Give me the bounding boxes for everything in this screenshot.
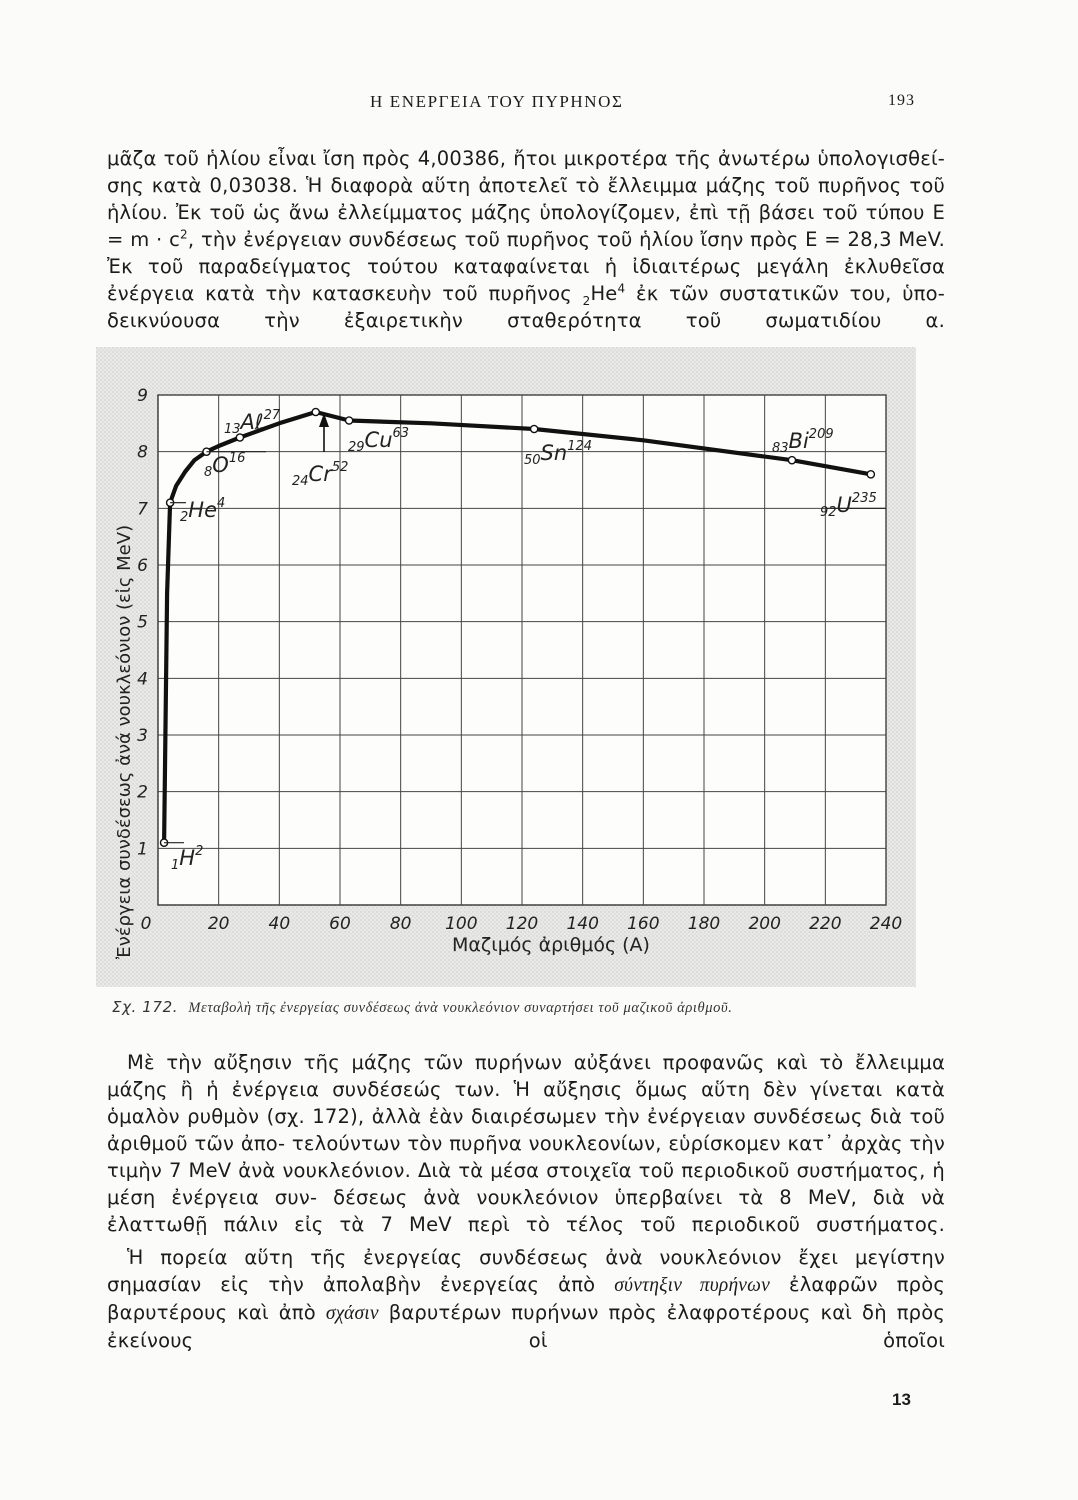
x-tick-label: 80 [389,914,412,934]
data-point [867,471,874,478]
x-tick-label: 120 [505,914,539,934]
y-tick-label: 6 [137,556,148,576]
binding-energy-chart [96,347,916,987]
p1-sup2: 4 [617,281,626,296]
y-tick-label: 7 [137,499,148,520]
y-tick-label: 8 [137,442,148,463]
nuclide-label: 2He$^4$ [180,496,226,525]
nuclide-label: 50Sn$^{124}$ [524,439,593,468]
chart-grid [158,395,886,905]
page-header [0,92,1078,122]
nuclide-label: 29Cu$^{63}$ [348,426,410,455]
signature-mark: 13 [892,1390,911,1409]
y-tick-label: 2 [137,782,148,803]
x-tick-label: 100 [445,914,478,934]
y-tick-label: 5 [137,612,148,633]
x-tick-label: 160 [627,914,660,934]
nuclide-label: $92U^{235}$ [820,491,877,520]
paragraph-1 [107,145,945,334]
p3-emphasis-fission: σχάσιν [325,1303,379,1324]
paragraph-2 [107,1049,945,1238]
data-point [531,425,538,432]
x-axis-label: Μαζιμός ἀριθμός (A) [452,934,650,956]
x-tick-label: 20 [207,914,230,934]
p1-text-c: ἐκ τῶν συστατικῶν του, ὑπο- δεικνύουσα τὴν ἐξαιρετικὴν σταθερότητα τοῦ σωματιδίου α. [107,282,945,332]
x-tick-label: 200 [748,914,781,934]
origin-label: 0 [140,914,152,934]
x-tick-label: 220 [809,914,842,934]
nuclide-label: $1H^2$ [171,844,204,873]
y-tick-label: 1 [137,839,148,860]
p3-text-c: βαρυτέρων πυρήνων πρὸς ἐλαφροτέρους καὶ δὴ πρὸς ἐκείνους οἱ ὁποῖοι [107,1301,946,1352]
nuclide-label: 13Aℓ$^{27}$ [224,408,281,437]
data-point [312,408,319,415]
x-tick-label: 40 [268,914,291,934]
p1-he: He [590,282,618,305]
y-tick-label: 4 [137,669,148,690]
data-point [788,457,795,464]
y-axis-label: Ἐνέργεια συνδέσεως ἀνά νουκλεόνιον (εἰς MeV) [114,524,135,960]
x-tick-label: 240 [869,914,903,934]
p1-sup: 2 [180,227,188,242]
nuclide-label: 24Cr$^{52}$ [292,460,349,489]
p3-emphasis-fusion: σύντηξιν πυρήνων [614,1275,770,1296]
caption-text: Μεταβολὴ τῆς ἐνεργείας συνδέσεως ἀνὰ νουκλεόνιον συναρτήσει τοῦ μαζικοῦ ἀριθμοῦ. [188,1000,733,1016]
x-tick-label: 140 [566,914,599,934]
figure-number: Σχ. 172. [112,998,179,1016]
paragraph-3 [107,1244,945,1354]
figure-caption [112,998,932,1017]
page-number: 193 [888,92,915,109]
p1-sub: 2 [582,293,591,308]
running-title: Η ΕΝΕΡΓΕΙΑ ΤΟΥ ΠΥΡΗΝΟΣ [370,92,624,111]
x-tick-label: 180 [687,914,721,934]
y-tick-label: 9 [137,386,148,406]
nuclide-label: 83Bi$^{209}$ [772,427,834,456]
data-point [346,417,353,424]
nuclide-label: $8O^{16}$ [204,451,246,480]
p3-text-a: Ἡ πορεία αὕτη τῆς ἐνεργείας συνδέσεως ἀνὰ νουκλεόνιον ἔχει μεγίστην σημασίαν εἰς τὴν ἀπολαβὴν ἐνεργείας ἀπὸ [107,1246,945,1296]
p2-text: Μὲ τὴν αὔξησιν τῆς μάζης τῶν πυρήνων αὐξάνει προφανῶς καὶ τὸ ἔλλειμμα μάζης ἢ ἡ ἐνέργεια συνδέσεώς των. Ἡ αὔξησις ὅμως αὕτη δὲν γίνεται κατὰ ὁμαλὸν ρυθμὸν (σχ. 172), ἀλλὰ ἐὰν διαιρέσωμεν τὴν ἐνέργειαν συνδέσεως διὰ τοῦ ἀριθμοῦ τῶν ἀπο- τελούντων τὸν πυρῆνα νουκλεονίων, εὑρίσκομεν κατ᾽ ἀρχὰς τὴν τιμὴν 7 MeV ἀνὰ νουκλεόνιον. Διὰ τὰ μέσα στοιχεῖα τοῦ περιοδικοῦ συστήματος, ἡ μέση ἐνέργεια συν- δέσεως ἀνὰ νουκλεόνιον ὑπερβαίνει τὰ 8 MeV, διὰ νὰ ἐλαττωθῇ πάλιν εἰς τὰ 7 MeV περὶ τὸ τέλος τοῦ περιοδικοῦ συστήματος. [107,1051,945,1236]
p3-text-b: ἐλαφρῶν πρὸς βαρυτέρους καὶ ἀπὸ [107,1273,945,1324]
y-tick-label: 3 [137,726,148,746]
x-tick-label: 60 [329,914,351,934]
p1-text-b: , τὴν ἐνέργειαν συνδέσεως τοῦ πυρῆνος τοῦ ἡλίου ἴσην πρὸς E = 28,3 MeV. Ἐκ τοῦ παραδείγματος τούτου καταφαίνεται ἡ ἰδιαιτέρως μεγάλη ἐκλυθεῖσα ἐνέργεια κατὰ τὴν κατασκευὴν τοῦ πυρῆνος [107,228,946,305]
p1-text-a: μᾶζα τοῦ ἡλίου εἶναι ἴση πρὸς 4,00386, ἤτοι μικροτέρα τῆς ἀνωτέρω ὑπολογισθεί- σης κατὰ 0,03038. Ἡ διαφορὰ αὕτη ἀποτελεῖ τὸ ἔλλειμμα μάζης τοῦ πυρῆνος τοῦ ἡλίου. Ἐκ τοῦ ὡς ἄνω ἐλλείμματος μάζης ὑπολογίζομεν, ἐπὶ τῇ βάσει τοῦ τύπου E = m · c [107,147,945,251]
